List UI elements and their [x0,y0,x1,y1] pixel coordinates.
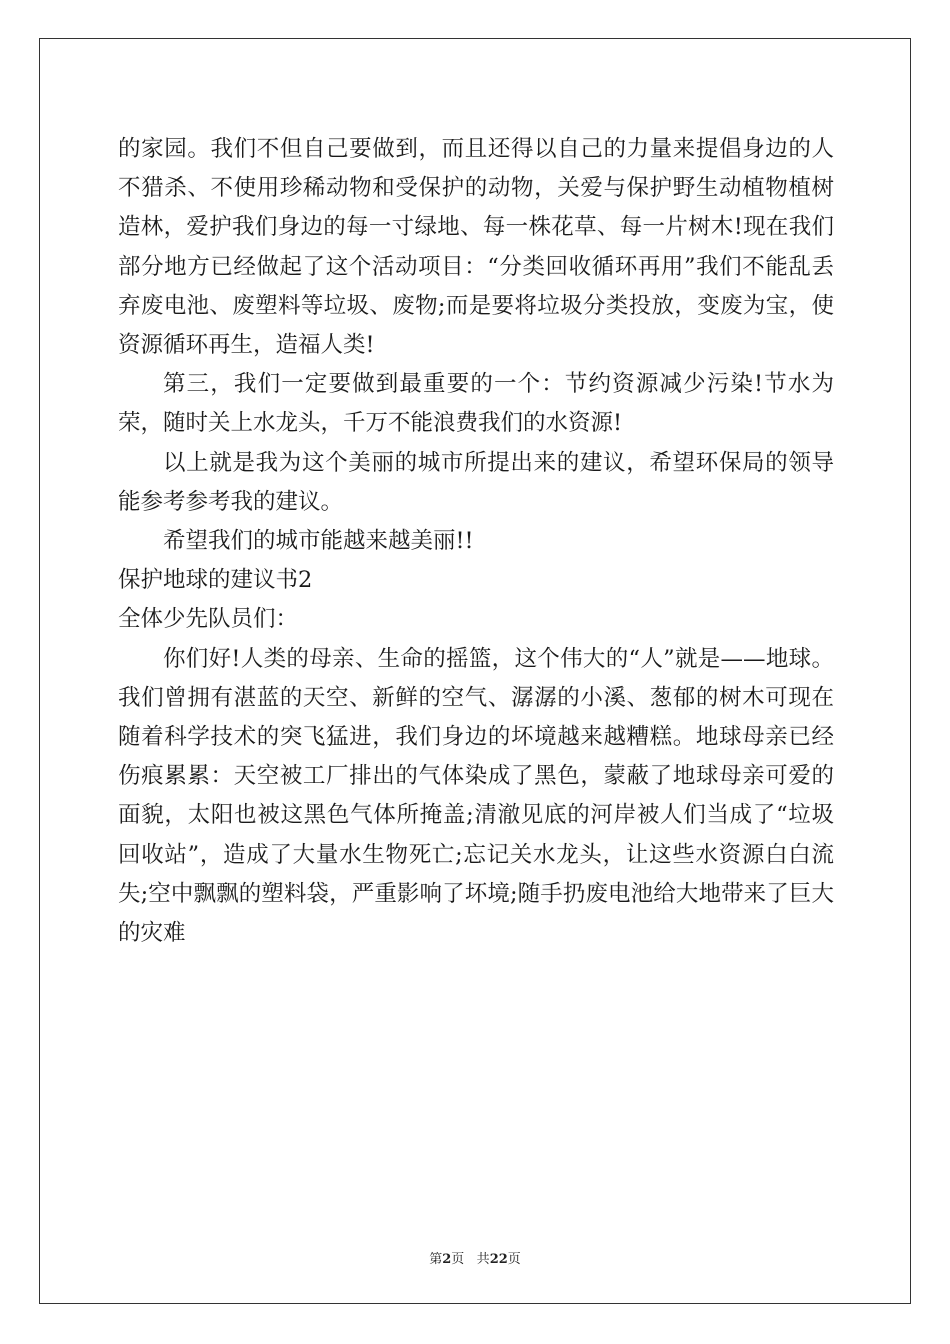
section-heading: 保护地球的建议书2 [118,567,313,594]
paragraph-4: 希望我们的城市能越来越美丽!! [163,528,474,555]
page-number: 2 [442,1252,452,1267]
document-body [118,130,834,953]
paragraph-5: 你们好!人类的母亲、生命的摇篮，这个伟大的“人”就是——地球。 我们曾拥有湛蓝的天空、新鲜的空气、潺潺的小溪、葱郁的树木可现在随着科学技术的突飞猛进，我们身边的坏境越来越糟糕。地球母亲已经伤痕累累：天空被工厂排出的气体染成了黑色，蒙蔽了地球母亲可爱的面貌，太阳也被这黑色气体所掩盖;清澈见底的河岸被人们当成了“垃圾回收站”，造成了大量水生物死亡;忘记关水龙头，让这些水资源白白流失;空中飘飘的塑料袋，严重影响了坏境;随手扔废电池给大地带来了巨大的灾难 [118,645,834,947]
total-pages: 22 [489,1252,508,1267]
page-footer [0,1248,950,1267]
page-suffix: 页 [451,1252,465,1267]
total-suffix: 页 [507,1252,521,1267]
page-prefix: 第 [429,1252,443,1267]
paragraph-2: 第三，我们一定要做到最重要的一个：节约资源减少污染!节水为荣，随时关上水龙头，千万不能浪费我们的水资源! [118,371,834,437]
paragraph-1: 的家园。我们不但自己要做到，而且还得以自己的力量来提倡身边的人不猎杀、不使用珍稀动物和受保护的动物，关爱与保护野生动植物植树造林，爱护我们身边的每一寸绿地、每一株花草、每一片树木!现在我们部分地方已经做起了这个活动项目：“分类回收循环再用”我们不能乱丢弃废电池、废塑料等垃圾、废物;而是要将垃圾分类投放，变废为宝，使资源循环再生，造福人类! [118,136,834,359]
salutation: 全体少先队员们： [118,606,299,633]
total-prefix: 共 [476,1252,490,1267]
paragraph-3: 以上就是我为这个美丽的城市所提出来的建议，希望环保局的领导能参考参考我的建议。 [118,449,834,515]
